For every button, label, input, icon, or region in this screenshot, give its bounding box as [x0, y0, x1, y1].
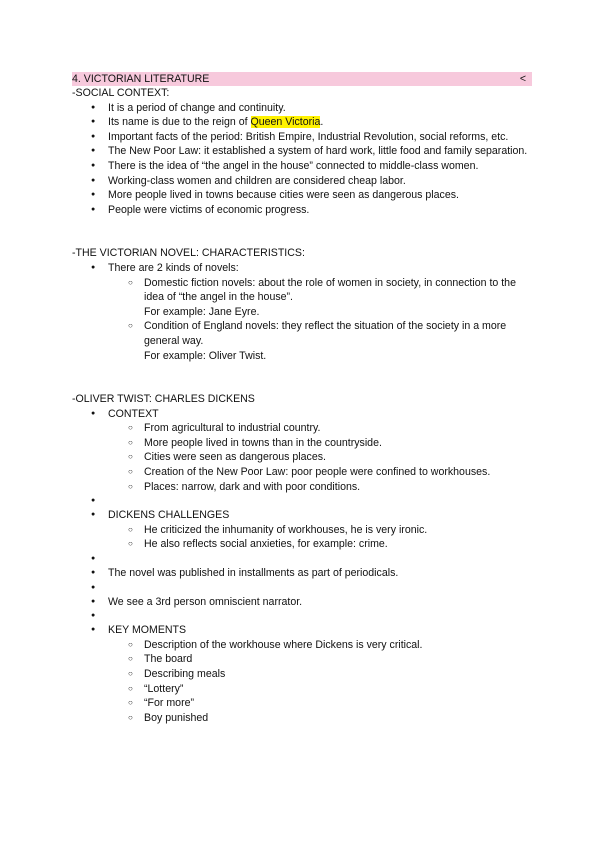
- highlighted-text: Queen Victoria: [250, 116, 321, 129]
- spacer: [72, 494, 532, 508]
- list-item: [72, 407, 532, 495]
- list-item: ● Working-class women and children are considered cheap labor.: [72, 174, 532, 189]
- challenges-label: DICKENS CHALLENGES: [108, 509, 230, 522]
- sub-list-item: [72, 319, 532, 363]
- section-title-bar: [72, 72, 532, 86]
- social-context-list: [72, 101, 532, 218]
- list-item: ● People were victims of economic progress.: [72, 203, 532, 218]
- victorian-novel-list: [72, 261, 532, 363]
- spacer: [72, 609, 532, 623]
- sub-list-item: ○ “Lottery”: [72, 682, 532, 697]
- document-content: [72, 72, 532, 725]
- page-title: 4. VICTORIAN LITERATURE: [72, 73, 210, 85]
- oliver-twist-heading: -OLIVER TWIST: CHARLES DICKENS: [72, 393, 255, 406]
- list-item: ● More people lived in towns because cities were seen as dangerous places.: [72, 188, 532, 203]
- novel-kinds-list: [72, 276, 532, 364]
- sub-list-item: ○ From agricultural to industrial country.: [72, 421, 532, 436]
- sub-list-item: [72, 276, 532, 320]
- victorian-novel-heading: -THE VICTORIAN NOVEL: CHARACTERISTICS:: [72, 247, 305, 260]
- sub-list-item: ○ Places: narrow, dark and with poor conditions.: [72, 480, 532, 495]
- sub-list-item-text: Condition of England novels: they reflect the situation of the society in a more general way.: [144, 320, 507, 347]
- sub-list-item: ○ He criticized the inhumanity of workhouses, he is very ironic.: [72, 523, 532, 538]
- social-context-heading: -SOCIAL CONTEXT:: [72, 87, 170, 99]
- list-item: ● There is the idea of “the angel in the house” connected to middle-class women.: [72, 159, 532, 174]
- context-list: [72, 421, 532, 494]
- sub-list-item: ○ Creation of the New Poor Law: poor people were confined to workhouses.: [72, 465, 532, 480]
- sub-list-item: ○ More people lived in towns than in the countryside.: [72, 436, 532, 451]
- sub-list-item: ○ He also reflects social anxieties, for example: crime.: [72, 537, 532, 552]
- key-moments-list: [72, 638, 532, 726]
- list-item-text: There are 2 kinds of novels:: [108, 261, 239, 274]
- sub-list-item: ○ Description of the workhouse where Dickens is very critical.: [72, 638, 532, 653]
- list-item: ● The novel was published in installments as part of periodicals.: [72, 566, 532, 581]
- example-text: For example: Oliver Twist.: [144, 349, 267, 362]
- challenges-list: [72, 523, 532, 552]
- sub-list-item: ○ Describing meals: [72, 667, 532, 682]
- sub-list-item: ○ Boy punished: [72, 711, 532, 726]
- list-item: ● It is a period of change and continuity.: [72, 101, 532, 116]
- spacer: [72, 581, 532, 595]
- list-item: [72, 261, 532, 363]
- list-item: ● We see a 3rd person omniscient narrator.: [72, 595, 532, 610]
- sub-list-item: ○ “For more”: [72, 696, 532, 711]
- sub-list-item: ○ The board: [72, 652, 532, 667]
- list-item: ● The New Poor Law: it established a system of hard work, little food and family separation.: [72, 144, 532, 159]
- list-item-end: .: [320, 116, 324, 129]
- list-item: [72, 623, 532, 725]
- list-item-text: Its name is due to the reign of: [108, 116, 251, 129]
- example-text: For example: Jane Eyre.: [144, 305, 260, 318]
- oliver-twist-list: [72, 407, 532, 726]
- list-item: [72, 115, 532, 130]
- sub-list-item-text: Domestic fiction novels: about the role of women in society, in connection to the idea of “the angel in the house”.: [144, 276, 516, 304]
- collapse-marker[interactable]: <: [519, 73, 526, 85]
- key-moments-label: KEY MOMENTS: [108, 624, 187, 637]
- spacer: [72, 552, 532, 566]
- context-label: CONTEXT: [108, 407, 159, 420]
- sub-list-item: ○ Cities were seen as dangerous places.: [72, 450, 532, 465]
- list-item: ● Important facts of the period: British Empire, Industrial Revolution, social reforms, etc.: [72, 130, 532, 145]
- list-item: [72, 508, 532, 552]
